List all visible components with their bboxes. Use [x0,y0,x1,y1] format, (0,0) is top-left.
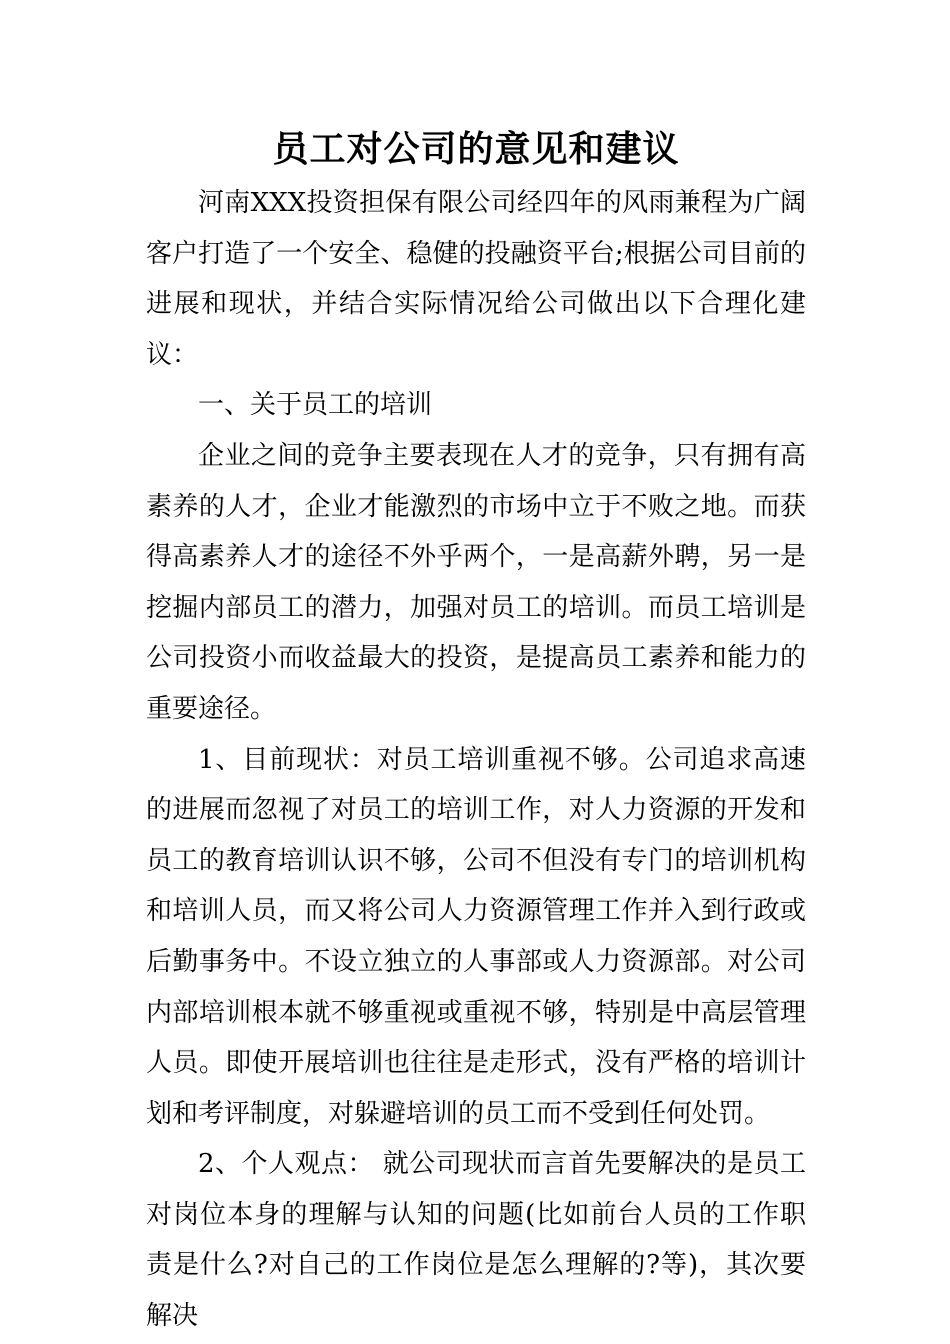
section-heading-training: 一、关于员工的培训 [198,390,433,421]
intro-paragraph: 河南XXX投资担保有限公司经四年的风雨兼程为广阔客户打造了一个安全、稳健的投融资平台;根据公司目前的进展和现状，并结合实际情况给公司做出以下合理化建议： [146,188,806,370]
training-importance-paragraph: 企业之间的竞争主要表现在人才的竞争，只有拥有高素养的人才，企业才能激烈的市场中立于不败之地。而获得高素养人才的途径不外乎两个，一是高薪外聘，另一是挖掘内部员工的潜力，加强对员工的培训。而员工培训是公司投资小而收益最大的投资，是提高员工素养和能力的重要途径。 [146,440,806,724]
document-body [146,122,806,1342]
personal-view-paragraph: 2、个人观点： 就公司现状而言首先要解决的是员工对岗位本身的理解与认知的问题(比如前台人员的工作职责是什么?对自己的工作岗位是怎么理解的?等)，其次要解决 [146,1149,806,1332]
current-status-paragraph: 1、目前现状：对员工培训重视不够。公司追求高速的进展而忽视了对员工的培训工作，对人力资源的开发和员工的教育培训认识不够，公司不但没有专门的培训机构和培训人员，而又将公司人力资源管理工作并入到行政或后勤事务中。不设立独立的人事部或人力资源部。对公司内部培训根本就不够重视或重视不够，特别是中高层管理人员。即使开展培训也往往是走形式，没有严格的培训计划和考评制度，对躲避培训的员工而不受到任何处罚。 [146,744,806,1129]
document-title: 员工对公司的意见和建议 [272,129,680,170]
